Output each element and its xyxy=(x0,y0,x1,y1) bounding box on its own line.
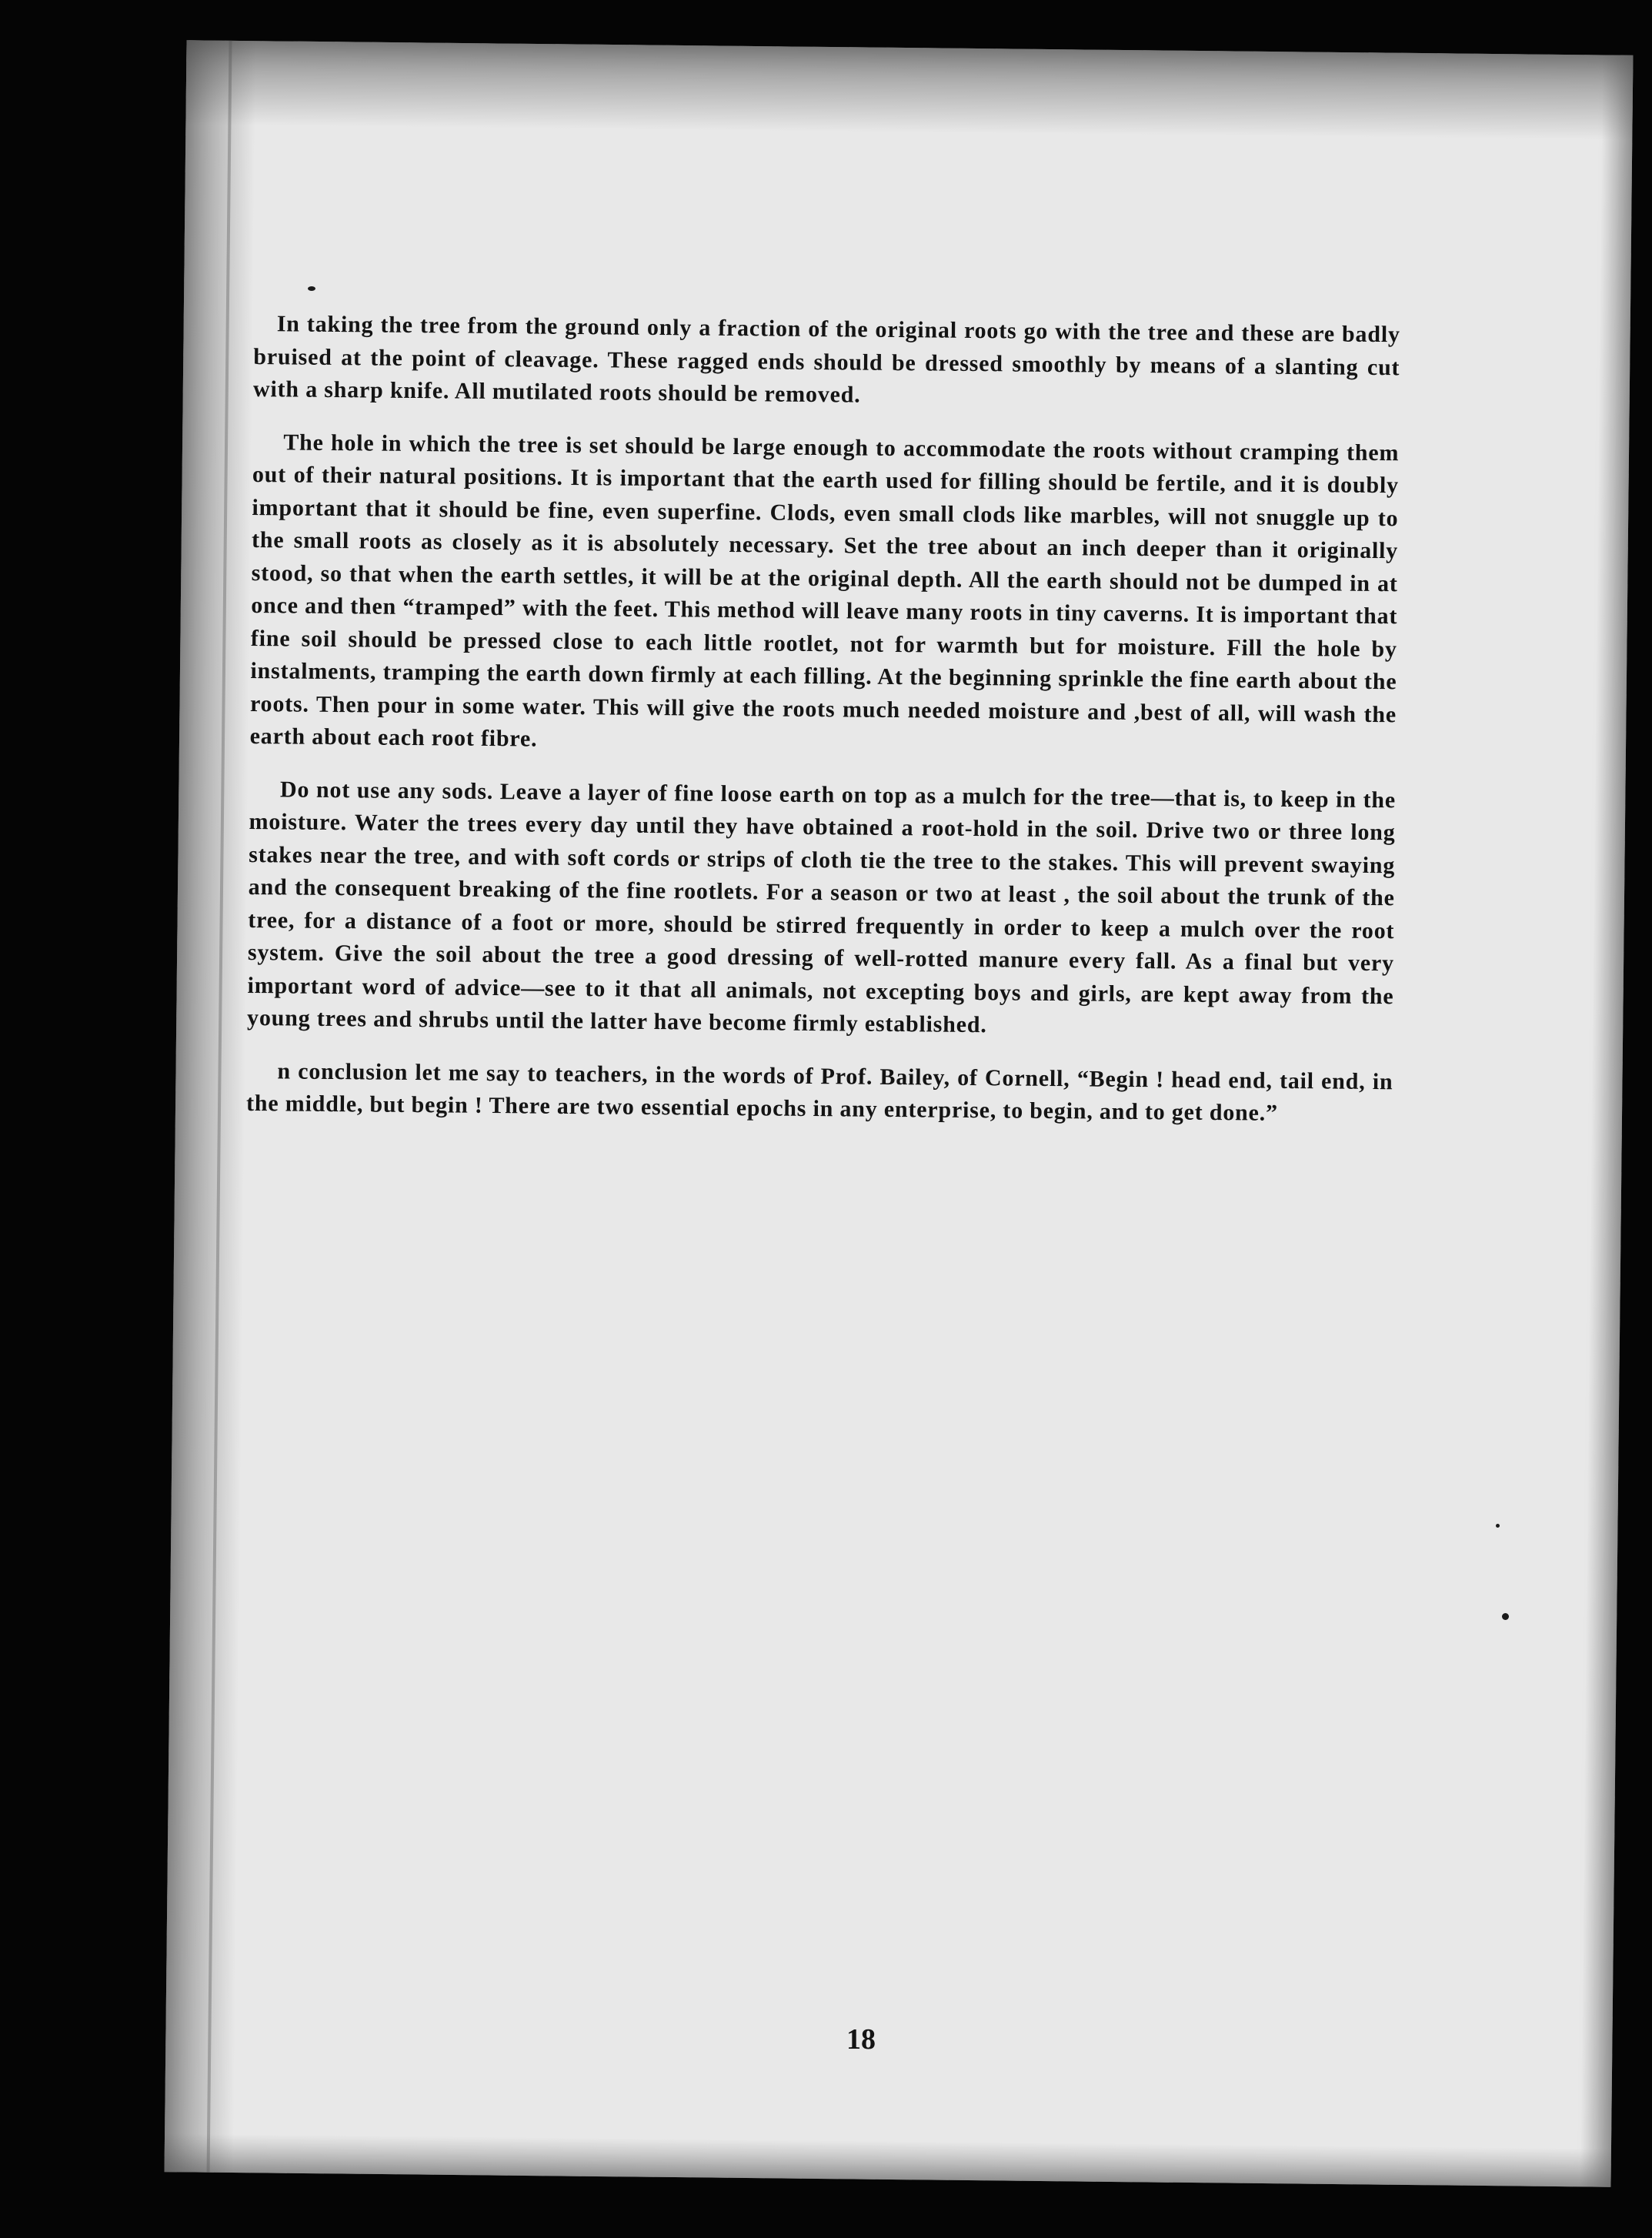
page-number: 18 xyxy=(846,2023,876,2056)
paragraph-1: In taking the tree from the ground only a fraction of the original roots go with the tree and these are badly bruised at the point of cleavage. These ragged ends should be dressed smoothly by means of a slanting cut with a sharp knife. All mutilated roots should be removed. xyxy=(252,311,1400,408)
paragraph-4: n conclusion let me say to teachers, in the words of Prof. Bailey, of Cornell, “Begin ! head end, tail end, in the middle, but begin ! There are two essential epochs in any enterprise, to begin, and to get done.” xyxy=(245,1057,1393,1126)
scan-speck xyxy=(1496,1524,1500,1528)
page-fold-shadow xyxy=(207,41,232,2173)
body-text xyxy=(246,308,1400,1151)
scan-speck xyxy=(308,286,315,291)
paragraph-2: The hole in which the tree is set should be large enough to accommodate the roots without cramping them out of their natural positions. It is important that the earth used for filling should be fertile, and it is doubly important that it should be fine, even superfine. Clods, even small clods like marbles, will not snuggle up to the small roots as closely as it is absolutely necessary. Set the tree about an inch deeper than it originally stood, so that when the earth settles, it will be at the original depth. All the earth should not be dumped in at once and then “tramped” with the feet. This method will leave many roots in tiny caverns. It is important that fine soil should be pressed close to each little rootlet, not for warmth but for moisture. Fill the hole by instalments, tramping the earth down firmly at each filling. At the beginning sprinkle the fine earth about the roots. Then pour in some water. This will give the roots much needed moisture and ,best of all, will wash the earth about each root fibre. xyxy=(249,429,1400,752)
scan-speck xyxy=(1502,1613,1509,1620)
paragraph-3: Do not use any sods. Leave a layer of fine loose earth on top as a mulch for the tree—that is, to keep in the moisture. Water the trees every day until they have obtained a root-hold in the soil. Drive two or three long stakes near the tree, and with soft cords or strips of cloth tie the tree to the stakes. This will prevent swaying and the consequent breaking of the fine rootlets. For a season or two at least , the soil about the trunk of the tree, for a distance of a foot or more, should be stirred frequently in order to keep a mulch over the root system. Give the soil about the tree a good dressing of well-rotted manure every fall. As a final but very important word of advice—see to it that all animals, not excepting boys and girls, are kept away from the young trees and shrubs until the latter have become firmly established. xyxy=(246,776,1397,1038)
